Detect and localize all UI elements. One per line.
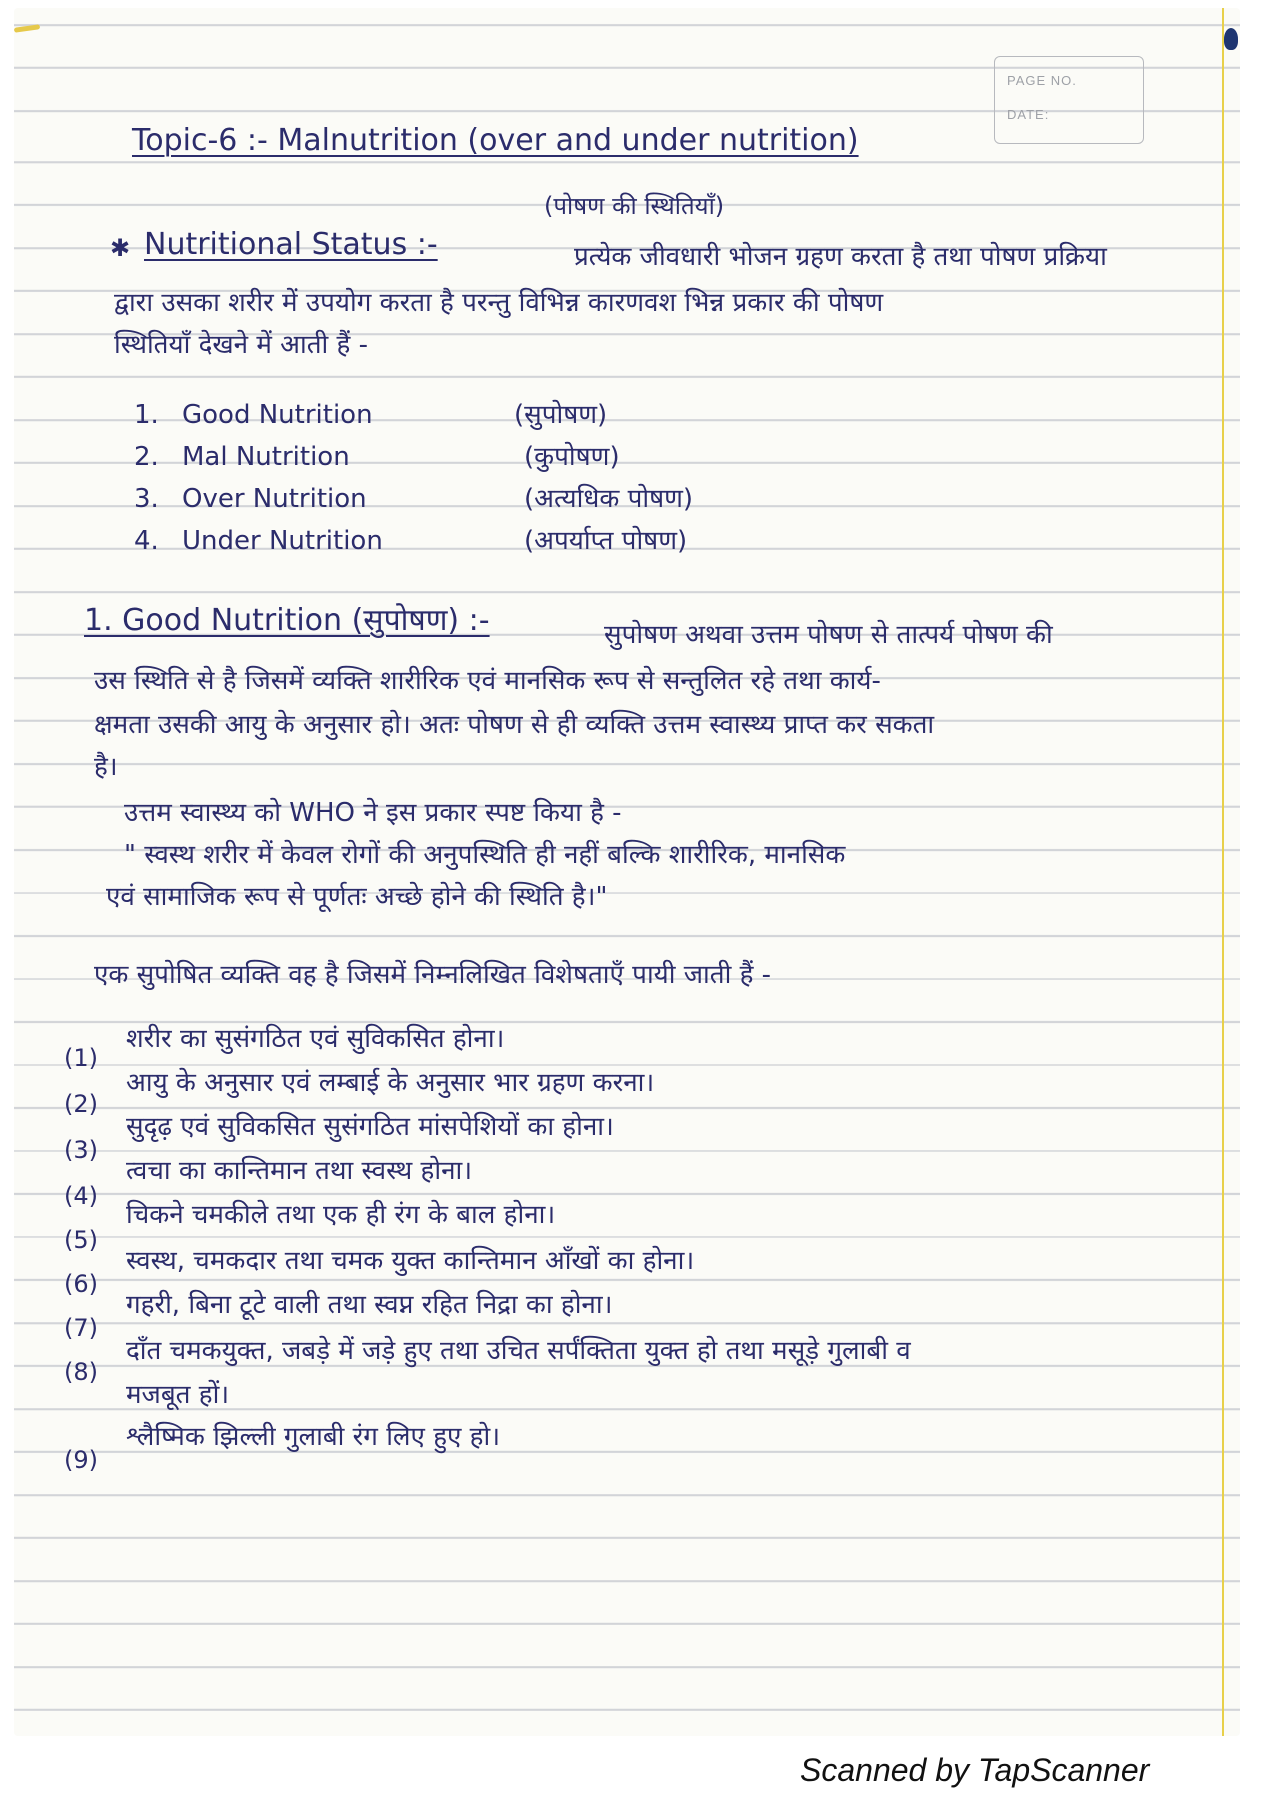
good-nutrition-line: क्षमता उसकी आयु के अनुसार हो। अतः पोषण से ही व्यक्ति उत्तम स्वास्थ्य प्राप्त कर सकता — [94, 710, 935, 740]
nutritional-status-hindi-caption: (पोषण की स्थितियाँ) — [544, 192, 725, 220]
notebook-paper — [14, 8, 1240, 1736]
trait-text: शरीर का सुसंगठित एवं सुविकसित होना। — [126, 1024, 505, 1054]
trait-text: गहरी, बिना टूटे वाली तथा स्वप्न रहित निद्रा का होना। — [126, 1290, 613, 1320]
trait-text: आयु के अनुसार एवं लम्बाई के अनुसार भार ग्रहण करना। — [126, 1068, 655, 1098]
trait-text: त्वचा का कान्तिमान तथा स्वस्थ होना। — [126, 1156, 473, 1186]
good-nutrition-heading: 1. Good Nutrition (सुपोषण) :- — [84, 603, 490, 638]
corner-mark — [14, 24, 40, 33]
status-list-number: 4. — [134, 526, 159, 556]
status-list-hindi: (कुपोषण) — [524, 442, 620, 472]
scanner-watermark: Scanned by TapScanner — [800, 1752, 1150, 1788]
nutritional-status-line: प्रत्येक जीवधारी भोजन ग्रहण करता है तथा पोषण प्रक्रिया — [574, 242, 1107, 272]
status-list-label: Good Nutrition — [182, 400, 373, 430]
trait-text: सुदृढ़ एवं सुविकसित सुसंगठित मांसपेशियों का होना। — [126, 1112, 614, 1142]
status-list-label: Mal Nutrition — [182, 442, 350, 472]
topic-heading: Topic-6 :- Malnutrition (over and under nutrition) — [132, 123, 859, 158]
nutritional-status-line: स्थितियाँ देखने में आती हैं - — [114, 330, 368, 360]
margin-line — [1222, 8, 1224, 1736]
who-intro: उत्तम स्वास्थ्य को WHO ने इस प्रकार स्पष्ट किया है - — [124, 798, 622, 828]
page-no-label: PAGE NO. — [1007, 73, 1077, 88]
trait-number: (2) — [64, 1090, 98, 1118]
trait-number: (6) — [64, 1270, 98, 1298]
trait-text: श्लैष्मिक झिल्ली गुलाबी रंग लिए हुए हो। — [126, 1422, 501, 1452]
good-nutrition-line: है। — [94, 752, 118, 782]
page-number-box — [994, 56, 1144, 144]
trait-number: (8) — [64, 1358, 98, 1386]
trait-text: दाँत चमकयुक्त, जबड़े में जड़े हुए तथा उचित सर्पंक्तिता युक्त हो तथा मसूड़े गुलाबी व — [126, 1336, 911, 1366]
trait-text-continued: मजबूत हों। — [126, 1380, 230, 1410]
date-label: DATE: — [1007, 107, 1050, 122]
traits-intro: एक सुपोषित व्यक्ति वह है जिसमें निम्नलिखित विशेषताएँ पायी जाती हैं - — [94, 960, 772, 990]
trait-number: (3) — [64, 1136, 98, 1164]
who-quote-line: एवं सामाजिक रूप से पूर्णतः अच्छे होने की स्थिति है।" — [106, 882, 608, 912]
trait-text: स्वस्थ, चमकदार तथा चमक युक्त कान्तिमान आँखों का होना। — [126, 1246, 695, 1276]
binder-clip-icon — [1224, 28, 1238, 50]
status-list-hindi: (अपर्याप्त पोषण) — [524, 526, 688, 556]
trait-number: (1) — [64, 1044, 98, 1072]
trait-number: (4) — [64, 1182, 98, 1210]
status-list-hindi: (अत्यधिक पोषण) — [524, 484, 694, 514]
good-nutrition-line: उस स्थिति से है जिसमें व्यक्ति शारीरिक एवं मानसिक रूप से सन्तुलित रहे तथा कार्य- — [94, 666, 881, 696]
status-list-number: 2. — [134, 442, 159, 472]
nutritional-status-line: द्वारा उसका शरीर में उपयोग करता है परन्तु विभिन्न कारणवश भिन्न प्रकार की पोषण — [114, 288, 884, 318]
trait-number: (9) — [64, 1446, 98, 1474]
good-nutrition-line: सुपोषण अथवा उत्तम पोषण से तात्पर्य पोषण की — [604, 620, 1053, 650]
status-list-hindi: (सुपोषण) — [514, 400, 608, 430]
status-list-number: 3. — [134, 484, 159, 514]
nutritional-status-heading: Nutritional Status :- — [144, 227, 438, 262]
trait-number: (5) — [64, 1226, 98, 1254]
status-list-number: 1. — [134, 400, 159, 430]
status-list-label: Over Nutrition — [182, 484, 367, 514]
who-quote-line: " स्वस्थ शरीर में केवल रोगों की अनुपस्थिति ही नहीं बल्कि शारीरिक, मानसिक — [124, 840, 846, 870]
star-bullet-icon: ✱ — [110, 234, 131, 262]
trait-text: चिकने चमकीले तथा एक ही रंग के बाल होना। — [126, 1200, 556, 1230]
trait-number: (7) — [64, 1314, 98, 1342]
status-list-label: Under Nutrition — [182, 526, 383, 556]
